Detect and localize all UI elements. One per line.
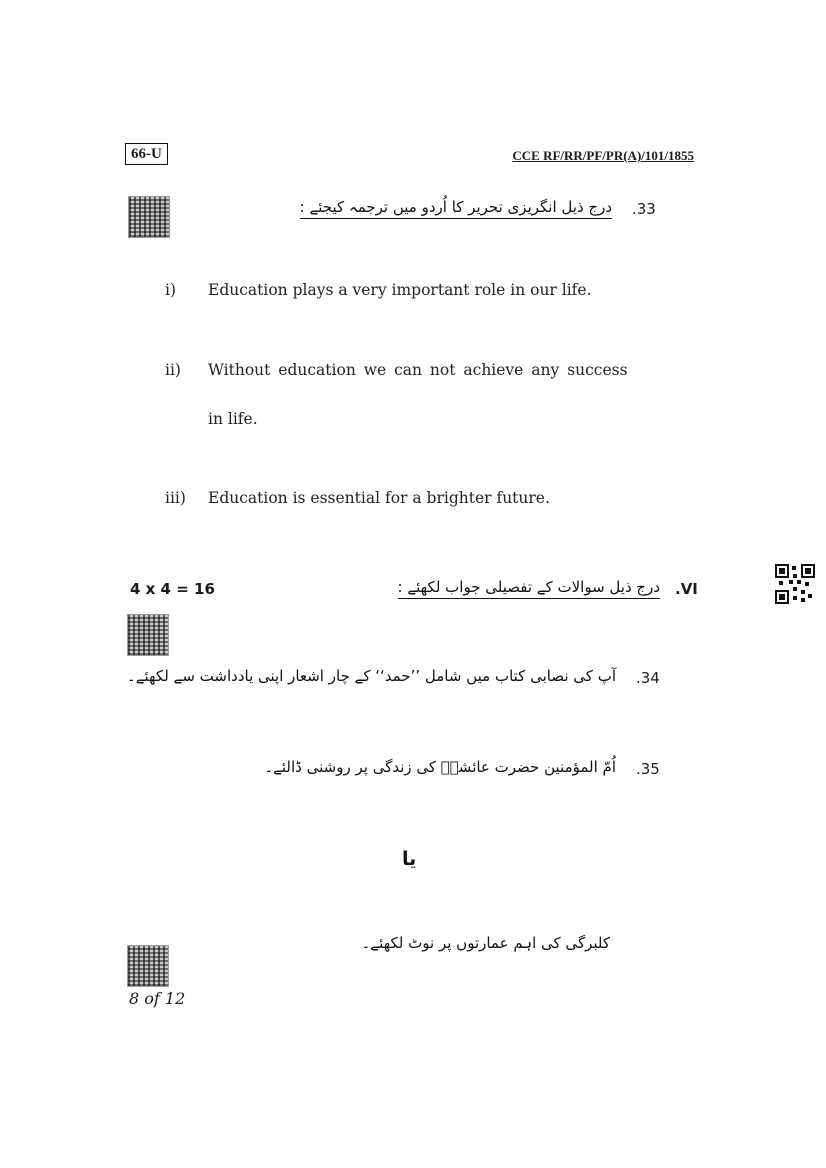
qr-code-bottom <box>127 945 169 987</box>
item-i-text: Education plays a very important role in our life. <box>208 281 592 299</box>
qr-code-middle <box>127 614 169 656</box>
exam-code: CCE RF/RR/PF/PR(A)/101/1855 <box>512 148 694 163</box>
or-label: یا <box>402 848 417 870</box>
item-marker-i: i) <box>165 281 177 299</box>
item-ii-text-line2: in life. <box>208 410 258 428</box>
section-vi-instruction: درج ذیل سوالات کے تفصیلی جواب لکھئے : <box>398 578 661 599</box>
item-marker-ii: ii) <box>165 361 181 379</box>
item-marker-iii: iii) <box>165 489 186 507</box>
question-34-text: آپ کی نصابی کتاب میں شامل ’’حمد‘‘ کے چار اشعار اپنی یادداشت سے لکھئے۔ <box>126 667 616 685</box>
question-33-instruction: درج ذیل انگریزی تحریر کا اُردو میں ترجمہ کیجئے : <box>300 198 612 219</box>
question-35-number: .35 <box>636 760 660 778</box>
page-number: 8 of 12 <box>129 989 186 1008</box>
qr-code-top <box>128 196 170 238</box>
section-vi-label: .VI <box>675 580 698 598</box>
item-iii-text: Education is essential for a brighter future. <box>208 489 550 507</box>
paper-code-box: 66-U <box>125 143 168 165</box>
question-34-number: .34 <box>636 669 660 687</box>
question-35-alternative: کلبرگی کی اہم عمارتوں پر نوٹ لکھئے۔ <box>361 934 610 952</box>
section-marks: 4 x 4 = 16 <box>130 580 215 598</box>
question-35-text: اُمّ المؤمنین حضرت عائشہؓ کی زندگی پر روشنی ڈالئے۔ <box>264 758 616 776</box>
qr-code-right <box>775 564 815 604</box>
item-ii-text-line1: Without education we can not achieve any success <box>208 361 628 379</box>
question-33-number: .33 <box>632 200 656 218</box>
